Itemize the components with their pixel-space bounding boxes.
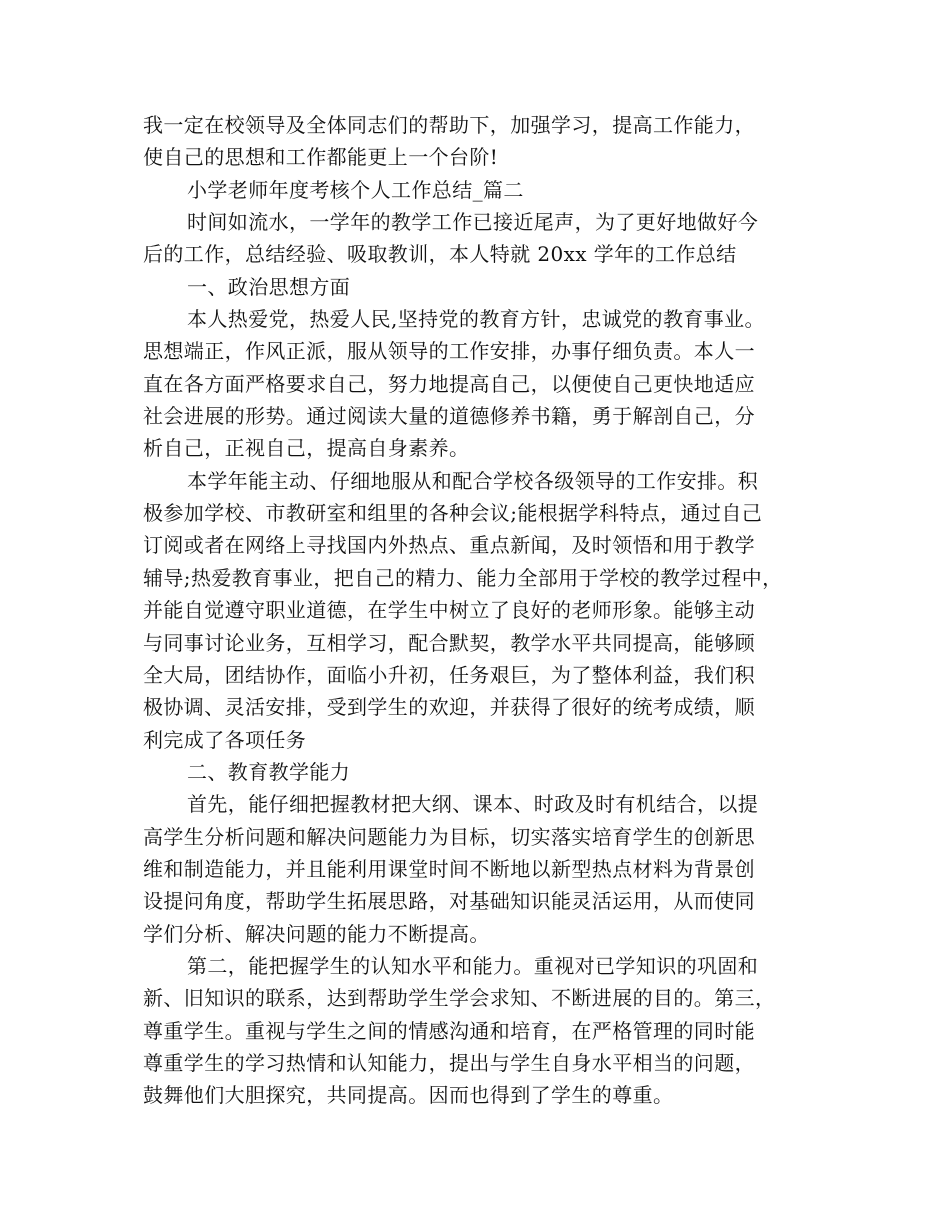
text-line: 并能自觉遵守职业道德，在学生中树立了良好的老师形象。能够主动 [143, 598, 755, 623]
text-line: 本学年能主动、仔细地服从和配合学校各级领导的工作安排。积 [187, 468, 759, 493]
text-line: 利完成了各项任务 [143, 727, 307, 752]
text-line: 时间如流水，一学年的教学工作已接近尾声，为了更好地做好今 [187, 210, 759, 235]
text-line: 一、政治思想方面 [187, 274, 351, 299]
text-line: 第二，能把握学生的认知水平和能力。重视对已学知识的巩固和 [187, 953, 759, 978]
text-line: 尊重学生的学习热情和认知能力，提出与学生自身水平相当的问题， [143, 1050, 755, 1075]
text-line: 全大局，团结协作，面临小升初，任务艰巨，为了整体利益，我们积 [143, 662, 755, 687]
text-line: 思想端正，作风正派，服从领导的工作安排，办事仔细负责。本人一 [143, 339, 755, 364]
text-line: 后的工作，总结经验、吸取教训，本人特就 20xx 学年的工作总结 [143, 242, 737, 267]
text-line: 二、教育教学能力 [187, 759, 351, 784]
text-line: 新、旧知识的联系，达到帮助学生学会求知、不断进展的目的。第三， [143, 986, 776, 1011]
text-line: 使自己的思想和工作都能更上一个台阶! [143, 145, 499, 170]
text-line: 析自己，正视自己，提高自身素养。 [143, 436, 470, 461]
text-line: 直在各方面严格要求自己，努力地提高自己，以便使自己更快地适应 [143, 371, 755, 396]
text-line: 维和制造能力，并且能利用课堂时间不断地以新型热点材料为背景创 [143, 856, 755, 881]
text-line: 与同事讨论业务，互相学习，配合默契，教学水平共同提高，能够顾 [143, 630, 755, 655]
text-line: 设提问角度，帮助学生拓展思路，对基础知识能灵活运用，从而使同 [143, 889, 755, 914]
text-line: 尊重学生。重视与学生之间的情感沟通和培育，在严格管理的同时能 [143, 1018, 755, 1043]
document-body [143, 109, 803, 1112]
text-line: 高学生分析问题和解决问题能力为目标，切实落实培育学生的创新思 [143, 824, 755, 849]
text-line: 小学老师年度考核个人工作总结_篇二 [187, 177, 524, 202]
text-line: 社会进展的形势。通过阅读大量的道德修养书籍，勇于解剖自己，分 [143, 404, 755, 429]
text-line: 辅导;热爱教育事业，把自己的精力、能力全部用于学校的教学过程中， [143, 565, 783, 590]
text-line: 学们分析、解决问题的能力不断提高。 [143, 921, 490, 946]
text-line: 鼓舞他们大胆探究，共同提高。因而也得到了学生的尊重。 [143, 1083, 674, 1108]
text-line: 极参加学校、市教研室和组里的各种会议;能根据学科特点，通过自己 [143, 501, 763, 526]
text-line: 本人热爱党，热爱人民,坚持党的教育方针，忠诚党的教育事业。 [187, 307, 765, 332]
text-line: 首先，能仔细把握教材把大纲、课本、时政及时有机结合，以提 [187, 792, 759, 817]
text-line: 极协调、灵活安排，受到学生的欢迎，并获得了很好的统考成绩，顺 [143, 695, 755, 720]
text-line: 我一定在校领导及全体同志们的帮助下，加强学习，提高工作能力， [143, 113, 755, 137]
text-line: 订阅或者在网络上寻找国内外热点、重点新闻，及时领悟和用于教学 [143, 533, 755, 558]
